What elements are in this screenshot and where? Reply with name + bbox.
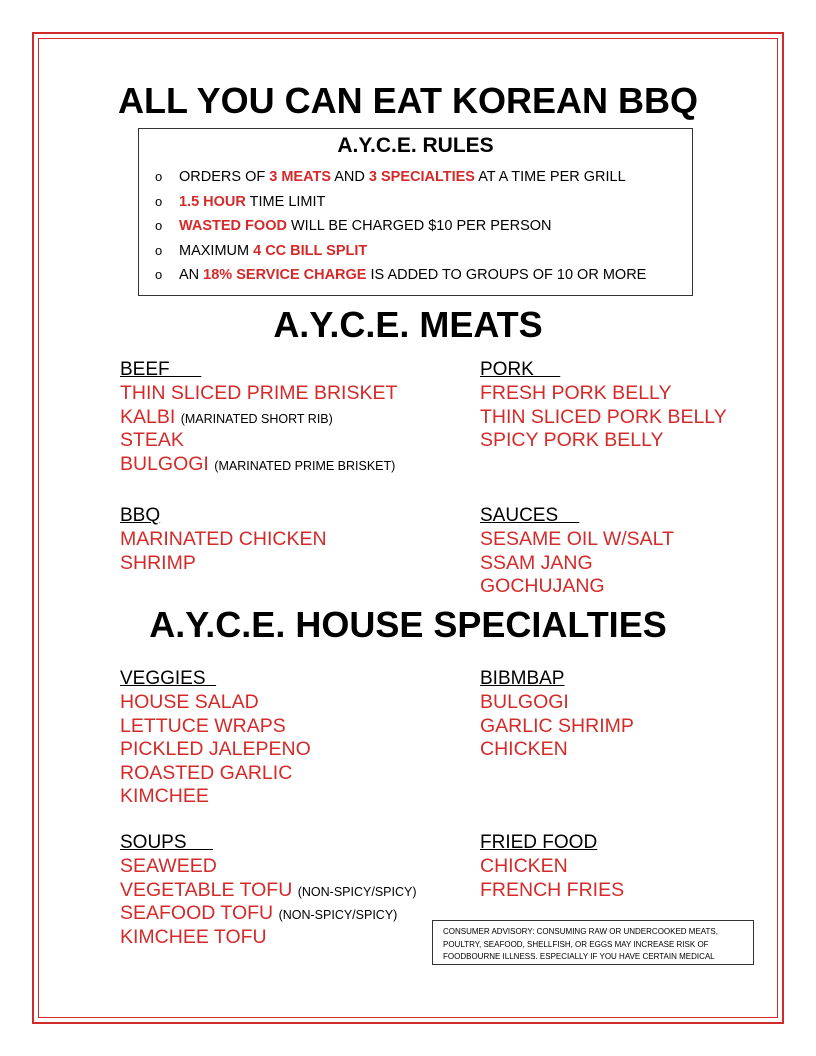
rule-text: ORDERS OF bbox=[179, 169, 270, 185]
fried-food-section bbox=[480, 831, 624, 902]
rule-text: TIME LIMIT bbox=[245, 193, 326, 210]
rules-title: A.Y.C.E. RULES bbox=[337, 134, 494, 157]
rule-highlight: 18% SERVICE CHARGE bbox=[203, 267, 367, 283]
item-note: (MARINATED SHORT RIB) bbox=[180, 411, 333, 426]
pork-heading: PORK bbox=[480, 359, 561, 380]
bbq-section bbox=[120, 504, 327, 575]
sauces-heading: SAUCES bbox=[480, 505, 580, 526]
menu-item: STEAK bbox=[120, 429, 184, 451]
menu-item: KALBI (MARINATED SHORT RIB) bbox=[120, 405, 333, 428]
specialties-title: A.Y.C.E. HOUSE SPECIALTIES bbox=[149, 604, 667, 645]
rule-text: AND bbox=[331, 169, 369, 185]
fried-food-heading: FRIED FOOD bbox=[480, 832, 598, 853]
rule-text: AN bbox=[179, 267, 204, 283]
menu-item: LETTUCE WRAPS bbox=[120, 714, 286, 737]
rule-highlight: 3 MEATS bbox=[269, 169, 332, 185]
bibimbap-heading: BIBMBAP bbox=[480, 668, 565, 689]
rule-item bbox=[155, 216, 646, 241]
bullet-icon: o bbox=[155, 169, 163, 184]
rule-text: AT A TIME PER GRILL bbox=[474, 169, 626, 185]
menu-item: KIMCHEE bbox=[120, 785, 209, 807]
rule-text: IS ADDED TO GROUPS OF 10 OR MORE bbox=[366, 267, 647, 283]
soups-section bbox=[120, 831, 417, 949]
menu-item: ROASTED GARLIC bbox=[120, 761, 293, 784]
beef-section bbox=[120, 358, 397, 476]
menu-item: THIN SLICED PORK BELLY bbox=[480, 405, 727, 428]
meats-title: A.Y.C.E. MEATS bbox=[273, 304, 543, 345]
menu-item: FRESH PORK BELLY bbox=[480, 382, 672, 404]
item-note: (NON-SPICY/SPICY) bbox=[278, 908, 398, 922]
bbq-heading: BBQ bbox=[120, 505, 161, 526]
item-note: (MARINATED PRIME BRISKET) bbox=[214, 458, 396, 473]
menu-item: MARINATED CHICKEN bbox=[120, 528, 327, 550]
bullet-icon: o bbox=[155, 242, 163, 258]
rule-item bbox=[155, 265, 646, 290]
veggies-section bbox=[120, 667, 311, 809]
menu-item: BULGOGI (MARINATED PRIME BRISKET) bbox=[120, 452, 396, 475]
bullet-icon: o bbox=[155, 267, 163, 282]
beef-heading: BEEF bbox=[120, 359, 202, 380]
menu-item: PICKLED JALEPENO bbox=[120, 738, 311, 760]
menu-item: THIN SLICED PRIME BRISKET bbox=[120, 382, 398, 404]
menu-item: SSAM JANG bbox=[480, 551, 593, 574]
rule-text: MAXIMUM bbox=[179, 242, 254, 259]
soups-heading: SOUPS bbox=[120, 832, 213, 853]
veggies-heading: VEGGIES bbox=[120, 668, 217, 689]
bibimbap-section bbox=[480, 667, 634, 762]
menu-item: CHICKEN bbox=[480, 855, 568, 877]
rule-item bbox=[155, 167, 646, 192]
menu-item: HOUSE SALAD bbox=[120, 691, 259, 713]
rules-box bbox=[138, 128, 693, 296]
menu-item: CHICKEN bbox=[480, 738, 568, 760]
pork-section bbox=[480, 358, 727, 453]
rule-highlight: WASTED FOOD bbox=[179, 218, 287, 234]
rule-item bbox=[155, 192, 646, 217]
sauces-section bbox=[480, 504, 674, 599]
menu-item: GARLIC SHRIMP bbox=[480, 714, 634, 737]
consumer-advisory: CONSUMER ADVISORY: CONSUMING RAW OR UNDERCOOKED MEATS, POULTRY, SEAFOOD, SHELLFISH, OR EGGS MAY INCREASE RISK OF FOODBOURNE ILLNESS. ESPECIALLY IF YOU HAVE CERTAIN MEDICAL bbox=[432, 920, 754, 965]
bullet-icon: o bbox=[155, 193, 163, 209]
rule-item bbox=[155, 241, 646, 266]
menu-item: GOCHUJANG bbox=[480, 575, 605, 597]
rule-text: WILL BE CHARGED $10 PER PERSON bbox=[286, 218, 552, 234]
rule-highlight: 3 SPECIALTIES bbox=[368, 169, 475, 185]
menu-item: SHRIMP bbox=[120, 551, 196, 574]
menu-item: SPICY PORK BELLY bbox=[480, 429, 664, 451]
bullet-icon: o bbox=[155, 218, 163, 233]
menu-item: BULGOGI bbox=[480, 691, 569, 713]
rules-list bbox=[155, 167, 646, 290]
rule-highlight: 4 CC BILL SPLIT bbox=[253, 242, 368, 259]
item-note: (NON-SPICY/SPICY) bbox=[297, 884, 417, 899]
menu-item: SEAFOOD TOFU (NON-SPICY/SPICY) bbox=[120, 902, 398, 924]
menu-item: SEAWEED bbox=[120, 855, 217, 877]
menu-item: FRENCH FRIES bbox=[480, 878, 625, 901]
menu-item: VEGETABLE TOFU (NON-SPICY/SPICY) bbox=[120, 878, 417, 901]
menu-item: SESAME OIL W/SALT bbox=[480, 528, 674, 550]
menu-item: KIMCHEE TOFU bbox=[120, 925, 267, 948]
menu-title: ALL YOU CAN EAT KOREAN BBQ bbox=[117, 80, 699, 121]
rule-highlight: 1.5 HOUR bbox=[179, 193, 246, 210]
